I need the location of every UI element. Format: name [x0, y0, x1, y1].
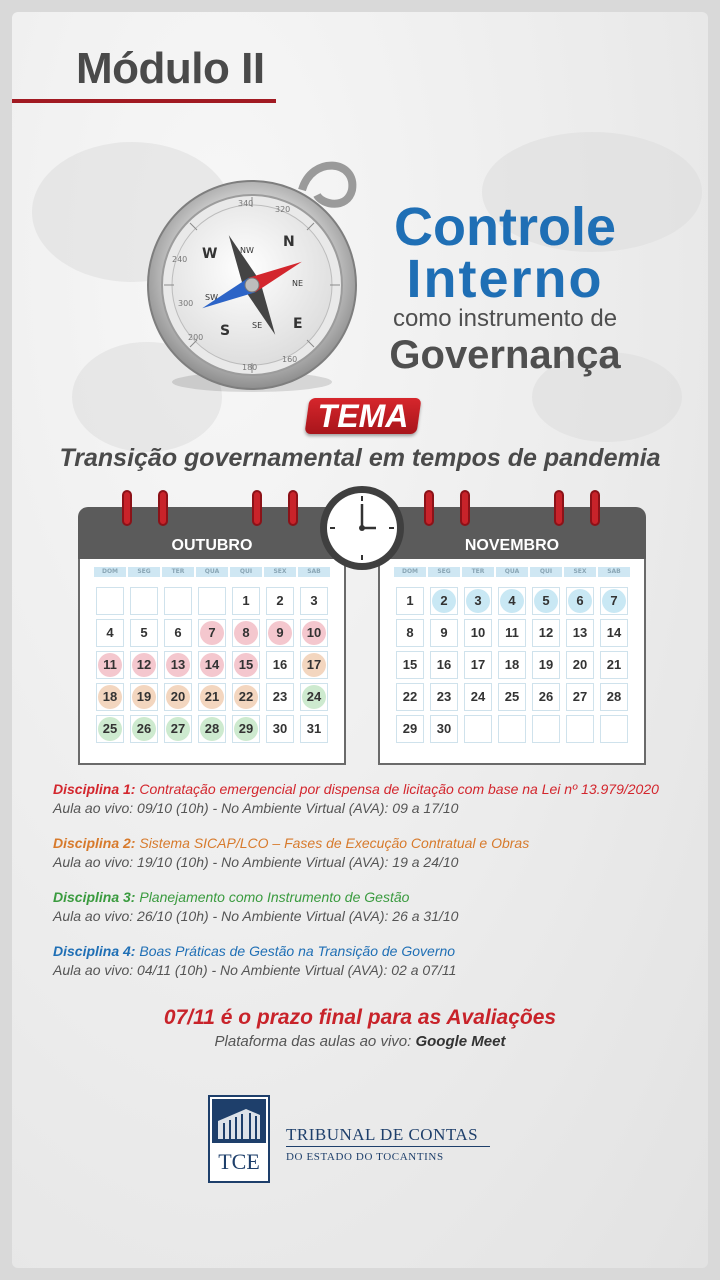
discipline-title: Boas Práticas de Gestão na Transição de Governo	[139, 943, 456, 959]
day-number: 3	[474, 593, 482, 608]
calendar-day	[600, 715, 628, 743]
day-number: 19	[538, 657, 554, 672]
day-number: 12	[538, 625, 554, 640]
calendar-day	[498, 651, 526, 679]
calendar-day	[164, 683, 192, 711]
weekday-label: SAB	[298, 567, 330, 577]
calendar-day	[430, 651, 458, 679]
day-number: 21	[606, 657, 622, 672]
discipline-label: Disciplina 4:	[53, 943, 136, 959]
institution-subname: DO ESTADO DO TOCANTINS	[286, 1151, 444, 1163]
day-number: 29	[402, 721, 418, 736]
calendar-day	[600, 683, 628, 711]
calendar-day	[464, 715, 492, 743]
calendar-day	[430, 619, 458, 647]
calendar-day	[266, 651, 294, 679]
calendar-day	[566, 683, 594, 711]
compass-tick-label: 340	[238, 199, 254, 208]
calendar-day	[266, 587, 294, 615]
discipline-label: Disciplina 2:	[53, 835, 136, 851]
day-number: 26	[538, 689, 554, 704]
day-number: 7	[208, 625, 216, 640]
discipline-label: Disciplina 3:	[53, 889, 136, 905]
weekday-label: QUA	[496, 567, 528, 577]
calendar-day	[532, 619, 560, 647]
discipline-title: Sistema SICAP/LCO – Fases de Execução Contratual e Obras	[139, 835, 530, 851]
weekday-row	[94, 567, 332, 577]
calendar-day	[532, 651, 560, 679]
day-number	[131, 588, 157, 614]
compass-letter: NE	[292, 279, 304, 288]
day-number: 24	[470, 689, 486, 704]
calendar-day	[96, 619, 124, 647]
theme-subtitle: Transição governamental em tempos de pandemia	[59, 444, 661, 472]
binder-ring	[424, 490, 434, 526]
weekday-label: TER	[162, 567, 194, 577]
calendar-day	[396, 619, 424, 647]
discipline-label: Disciplina 1:	[53, 781, 136, 797]
calendar-day	[96, 651, 124, 679]
day-number: 19	[136, 689, 152, 704]
day-number: 20	[572, 657, 588, 672]
calendar-day	[300, 683, 328, 711]
calendar-day	[130, 619, 158, 647]
calendar-day	[498, 683, 526, 711]
weekday-label: SEG	[428, 567, 460, 577]
weekday-label: SAB	[598, 567, 630, 577]
calendar-day	[464, 683, 492, 711]
day-number	[499, 716, 525, 742]
discipline-detail: Aula ao vivo: 26/10 (10h) - No Ambiente Virtual (AVA): 26 a 31/10	[53, 908, 459, 924]
calendar-day	[430, 715, 458, 743]
day-number: 5	[542, 593, 550, 608]
discipline-title: Planejamento como Instrumento de Gestão	[139, 889, 410, 905]
calendar-day	[266, 683, 294, 711]
tce-logo	[208, 1095, 270, 1183]
calendar-day	[532, 683, 560, 711]
calendar-day	[130, 715, 158, 743]
binder-ring	[158, 490, 168, 526]
compass-letter: N	[283, 234, 295, 250]
day-number: 23	[272, 689, 288, 704]
weekday-label: TER	[462, 567, 494, 577]
calendar-day	[198, 683, 226, 711]
weekday-row	[394, 567, 632, 577]
calendar-day	[198, 619, 226, 647]
discipline-item	[53, 888, 693, 926]
calendar-november	[378, 507, 646, 765]
calendar-day	[566, 715, 594, 743]
discipline-title: Contratação emergencial por dispensa de licitação com base na Lei nº 13.979/2020	[139, 781, 659, 797]
day-number: 5	[140, 625, 148, 640]
day-number: 2	[276, 593, 284, 608]
day-number: 26	[136, 721, 152, 736]
calendar-body	[378, 559, 646, 765]
day-number: 18	[102, 689, 118, 704]
day-number: 7	[610, 593, 618, 608]
day-number: 22	[238, 689, 254, 704]
day-number	[567, 716, 593, 742]
headline-line-4: Governança	[389, 333, 621, 377]
weekday-label: DOM	[394, 567, 426, 577]
binder-ring	[590, 490, 600, 526]
binder-ring	[288, 490, 298, 526]
calendar-day	[600, 651, 628, 679]
day-number	[199, 588, 225, 614]
day-number: 13	[170, 657, 186, 672]
day-number: 1	[406, 593, 414, 608]
day-number	[601, 716, 627, 742]
calendar-day	[130, 683, 158, 711]
day-grid	[394, 587, 632, 743]
calendar-day	[532, 715, 560, 743]
day-number: 2	[440, 593, 448, 608]
calendar-day	[266, 619, 294, 647]
weekday-label: DOM	[94, 567, 126, 577]
day-number: 15	[238, 657, 254, 672]
calendar-month: OUTUBRO	[171, 537, 253, 554]
binder-ring	[460, 490, 470, 526]
day-number: 6	[576, 593, 584, 608]
discipline-detail: Aula ao vivo: 19/10 (10h) - No Ambiente Virtual (AVA): 19 a 24/10	[53, 854, 459, 870]
calendar-day	[198, 715, 226, 743]
calendar-day	[164, 619, 192, 647]
calendar-october	[78, 507, 346, 765]
calendar-day	[164, 651, 192, 679]
calendar-day	[198, 651, 226, 679]
calendar-day	[396, 651, 424, 679]
calendar-day	[164, 587, 192, 615]
calendar-day	[130, 587, 158, 615]
day-number: 13	[572, 625, 588, 640]
tce-logo-emblem	[212, 1099, 266, 1143]
calendar-day	[232, 587, 260, 615]
clock-icon	[318, 484, 406, 572]
day-number: 11	[505, 625, 519, 640]
day-number	[165, 588, 191, 614]
day-number	[97, 588, 123, 614]
calendar-body	[78, 559, 346, 765]
calendar-day	[96, 683, 124, 711]
day-number: 1	[242, 593, 250, 608]
day-number: 14	[606, 625, 622, 640]
day-number: 25	[504, 689, 520, 704]
headline-line-3: como instrumento de	[392, 305, 618, 332]
headline-line-2: Interno	[406, 249, 604, 309]
day-number: 17	[470, 657, 486, 672]
day-number: 28	[606, 689, 622, 704]
compass-tick-label: 180	[242, 363, 258, 372]
weekday-label: SEX	[264, 567, 296, 577]
weekday-label: QUI	[230, 567, 262, 577]
day-number: 28	[204, 721, 220, 736]
headline	[380, 197, 630, 377]
day-number: 4	[106, 625, 114, 640]
day-number: 9	[440, 625, 448, 640]
calendar-day	[464, 651, 492, 679]
platform-name: Google Meet	[415, 1033, 506, 1050]
compass-letter: SW	[205, 293, 218, 302]
calendar-day	[498, 619, 526, 647]
binder-ring	[252, 490, 262, 526]
day-number: 18	[504, 657, 520, 672]
calendar-day	[532, 587, 560, 615]
platform-notice	[0, 1033, 720, 1050]
compass-letter: NW	[240, 246, 254, 255]
calendar-day	[96, 587, 124, 615]
day-number: 20	[170, 689, 186, 704]
calendar-day	[396, 587, 424, 615]
compass-letter: E	[293, 316, 303, 332]
day-number: 10	[306, 625, 322, 640]
calendar-day	[232, 683, 260, 711]
calendar-day	[96, 715, 124, 743]
tema-badge-label: TEMA	[317, 398, 409, 434]
deadline-notice: 07/11 é o prazo final para as Avaliações	[163, 1006, 557, 1029]
day-number: 25	[102, 721, 118, 736]
day-number: 3	[310, 593, 318, 608]
day-number: 27	[170, 721, 186, 736]
day-number: 12	[136, 657, 152, 672]
discipline-detail: Aula ao vivo: 09/10 (10h) - No Ambiente Virtual (AVA): 09 a 17/10	[53, 800, 459, 816]
headline-line-1: Controle	[394, 197, 616, 257]
day-number: 23	[436, 689, 452, 704]
compass-letter: W	[202, 246, 218, 262]
calendar-day	[600, 619, 628, 647]
day-number: 14	[204, 657, 220, 672]
calendar-day	[430, 683, 458, 711]
discipline-item	[53, 834, 693, 872]
calendar-day	[396, 715, 424, 743]
compass-letter: SE	[252, 321, 263, 330]
weekday-label: SEX	[564, 567, 596, 577]
weekday-label: QUI	[530, 567, 562, 577]
day-number: 11	[103, 657, 117, 672]
building-icon	[212, 1099, 266, 1143]
day-number: 22	[402, 689, 418, 704]
institution-divider	[286, 1146, 490, 1147]
calendar-day	[566, 619, 594, 647]
calendar-day	[300, 715, 328, 743]
calendar-day	[498, 587, 526, 615]
institution-name: TRIBUNAL DE CONTAS	[286, 1125, 479, 1144]
day-number: 9	[276, 625, 284, 640]
day-number: 17	[306, 657, 322, 672]
module-title: Módulo II	[76, 44, 265, 93]
day-number: 27	[572, 689, 588, 704]
day-grid	[94, 587, 332, 743]
calendar-day	[464, 587, 492, 615]
calendar-day	[566, 651, 594, 679]
compass-icon	[142, 150, 362, 400]
calendar-day	[464, 619, 492, 647]
day-number: 30	[436, 721, 452, 736]
weekday-label: QUA	[196, 567, 228, 577]
calendar-day	[232, 715, 260, 743]
day-number	[465, 716, 491, 742]
calendar-day	[396, 683, 424, 711]
discipline-detail: Aula ao vivo: 04/11 (10h) - No Ambiente Virtual (AVA): 02 a 07/11	[53, 962, 457, 978]
day-number: 29	[238, 721, 254, 736]
calendar-day	[130, 651, 158, 679]
calendar-day	[566, 587, 594, 615]
day-number: 10	[470, 625, 486, 640]
compass-tick-label: 200	[188, 333, 204, 342]
day-number: 31	[306, 721, 322, 736]
calendar-day	[266, 715, 294, 743]
day-number: 16	[436, 657, 452, 672]
binder-ring	[554, 490, 564, 526]
compass-tick-label: 240	[172, 255, 188, 264]
calendar-day	[498, 715, 526, 743]
platform-prefix: Plataforma das aulas ao vivo:	[214, 1033, 412, 1050]
calendar-day	[600, 587, 628, 615]
discipline-item	[53, 942, 693, 980]
day-number: 21	[204, 689, 220, 704]
day-number: 6	[174, 625, 182, 640]
compass-tick-label: 300	[178, 299, 194, 308]
calendar-day	[232, 619, 260, 647]
day-number: 8	[406, 625, 414, 640]
discipline-item	[53, 780, 693, 818]
compass-letter: S	[220, 323, 231, 339]
day-number: 4	[508, 593, 516, 608]
calendar-day	[300, 651, 328, 679]
day-number: 30	[272, 721, 288, 736]
calendar-day	[430, 587, 458, 615]
day-number: 24	[306, 689, 322, 704]
compass-tick-label: 320	[275, 205, 291, 214]
calendar-day	[164, 715, 192, 743]
binder-ring	[122, 490, 132, 526]
module-underline	[12, 99, 276, 103]
calendar-day	[300, 619, 328, 647]
calendar-month: NOVEMBRO	[464, 537, 560, 554]
calendar-day	[300, 587, 328, 615]
compass-tick-label: 160	[282, 355, 298, 364]
discipline-list	[53, 780, 693, 996]
day-number: 16	[272, 657, 288, 672]
calendar-day	[232, 651, 260, 679]
calendar-day	[198, 587, 226, 615]
weekday-label: SEG	[128, 567, 160, 577]
tce-logo-text: TCE	[218, 1149, 260, 1174]
day-number: 8	[242, 625, 250, 640]
day-number: 15	[402, 657, 418, 672]
day-number	[533, 716, 559, 742]
